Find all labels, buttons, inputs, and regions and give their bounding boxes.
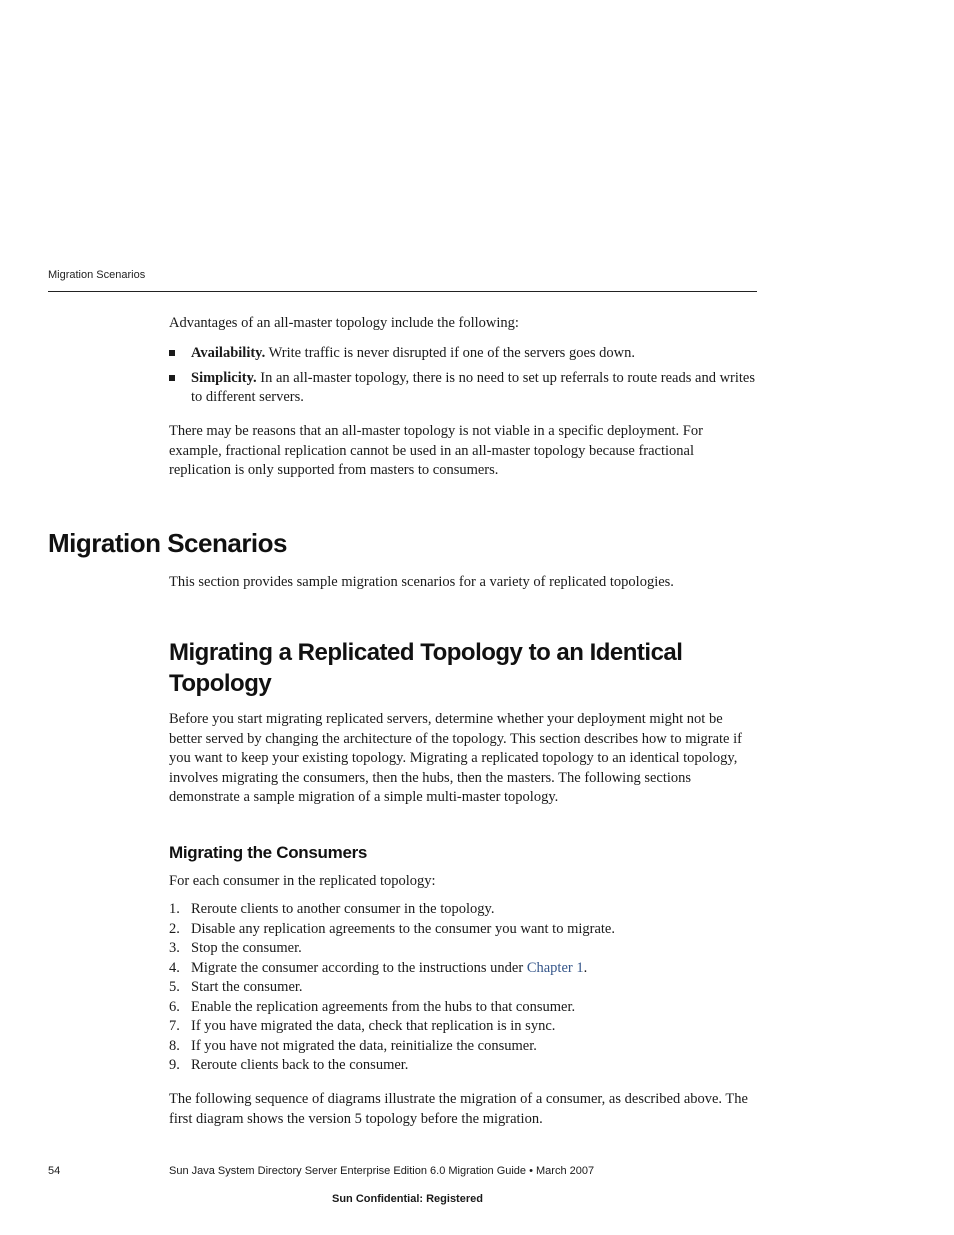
subsection-body: Before you start migrating replicated servers, determine whether your deployment might not be better served by changing the architecture of the topology. This section describes how to migrate if you want to keep your existing topology. Migrating a replicated topology to an identical topology, involves migrating the consumers, then the hubs, then the masters. The following sections demonstrate a sample migration of a simple multi-master topology.	[169, 711, 742, 805]
running-header: Migration Scenarios	[48, 269, 146, 281]
bullet-square-icon	[169, 375, 175, 381]
step-number: 3.	[169, 940, 180, 956]
step-number: 6.	[169, 998, 180, 1015]
list-item	[169, 900, 759, 920]
step-number: 2.	[169, 920, 180, 937]
consumers-title: Migrating the Consumers	[169, 843, 368, 862]
page-number: 54	[48, 1165, 61, 1177]
bullet-term: Simplicity.	[191, 369, 257, 386]
intro-note: There may be reasons that an all-master topology is not viable in a specific deployment. For example, fractional replication cannot be used in an all-master topology because fractional replication is only supported from masters to consumers.	[169, 423, 703, 478]
list-item	[169, 978, 759, 998]
list-item	[169, 959, 759, 979]
confidential-notice: Sun Confidential: Registered	[332, 1193, 483, 1205]
step-text: Disable any replication agreements to the consumer you want to migrate.	[191, 920, 615, 937]
subsection-title: Migrating a Replicated Topology to an Identical Topology	[169, 639, 683, 697]
step-text: Reroute clients back to the consumer.	[191, 1057, 409, 1073]
step-text-end: .	[583, 959, 588, 976]
step-text: If you have migrated the data, check that replication is in sync.	[191, 1018, 556, 1034]
list-item	[169, 369, 759, 408]
step-number: 5.	[169, 979, 180, 995]
step-number: 8.	[169, 1037, 180, 1054]
bullet-text: Write traffic is never disrupted if one of the servers goes down.	[265, 345, 635, 361]
step-number: 9.	[169, 1057, 180, 1073]
bullet-text: In an all-master topology, there is no need to set up referrals to route reads and writes to different servers.	[191, 369, 756, 405]
step-number: 7.	[169, 1018, 180, 1034]
list-item	[169, 998, 759, 1018]
step-number: 1.	[169, 901, 180, 917]
step-text: Stop the consumer.	[191, 940, 302, 956]
footer-title: Sun Java System Directory Server Enterprise Edition 6.0 Migration Guide • March 2007	[169, 1165, 595, 1177]
header-rule	[48, 291, 757, 292]
intro-lead: Advantages of an all-master topology include the following:	[169, 315, 519, 331]
step-text: Migrate the consumer according to the instructions under	[191, 959, 527, 976]
section-intro: This section provides sample migration scenarios for a variety of replicated topologies.	[169, 574, 674, 590]
consumers-closing: The following sequence of diagrams illustrate the migration of a consumer, as described above. The first diagram shows the version 5 topology before the migration.	[169, 1091, 748, 1127]
bullet-term: Availability.	[191, 345, 266, 361]
step-text: Reroute clients to another consumer in the topology.	[191, 901, 495, 917]
bullet-square-icon	[169, 350, 175, 356]
section-title: Migration Scenarios	[48, 528, 287, 558]
consumers-lead: For each consumer in the replicated topology:	[169, 873, 436, 889]
list-item	[169, 1017, 759, 1037]
step-number: 4.	[169, 959, 180, 976]
list-item	[169, 1037, 759, 1057]
list-item	[169, 1056, 759, 1076]
list-item	[169, 939, 759, 959]
list-item	[169, 920, 759, 940]
consumer-steps-list	[169, 900, 759, 1076]
step-text: Start the consumer.	[191, 979, 303, 995]
list-item	[169, 344, 759, 364]
chapter-1-link[interactable]: Chapter 1	[526, 959, 584, 976]
step-text: If you have not migrated the data, reinitialize the consumer.	[191, 1037, 537, 1054]
step-text: Enable the replication agreements from the hubs to that consumer.	[191, 998, 576, 1015]
advantages-list	[169, 344, 759, 413]
